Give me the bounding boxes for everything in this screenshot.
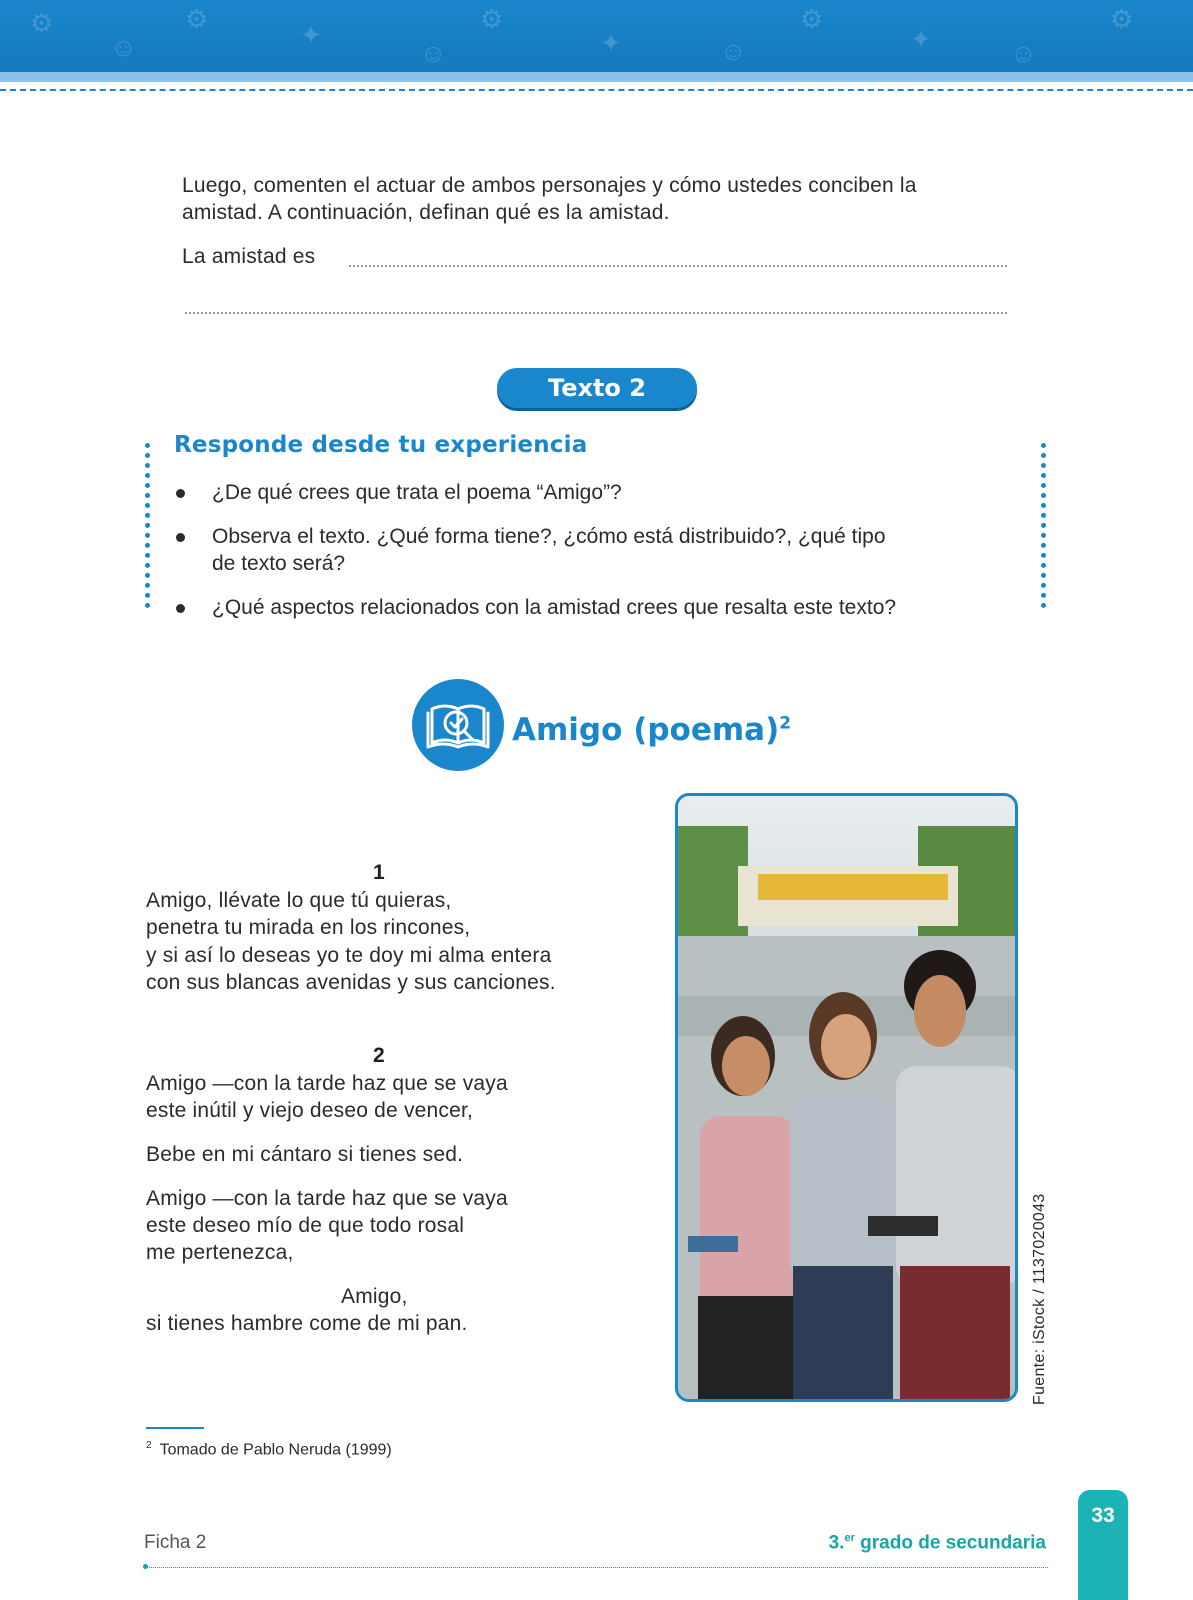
footer-dot-icon [143,1564,148,1569]
footer-grade-sup: er [844,1532,855,1544]
header-band [0,0,1193,72]
verse-line: este deseo mío de que todo rosal [146,1214,465,1237]
header-dashed-line [0,89,1193,91]
footnote-text: Tomado de Pablo Neruda (1999) [159,1441,392,1459]
footnote-number: 2 [146,1440,152,1451]
gear-doodle-icon: ⚙ [185,4,209,34]
stanza-number: 2 [373,1044,385,1067]
header-stripe [0,72,1193,82]
verse-line: me pertenezca, [146,1241,294,1264]
question-item [212,479,1032,506]
question-line1: ¿De qué crees que trata el poema “Amigo”? [212,481,622,504]
responde-title: Responde desde tu experiencia [174,432,588,458]
question-item [212,523,1032,577]
answer-line-2[interactable] [185,312,1007,314]
stanza-number: 1 [373,861,385,884]
star-doodle-icon: ✦ [910,24,932,54]
footer-grade-suffix: grado de secundaria [854,1532,1046,1554]
question-item [212,594,1032,621]
verse-line: este inútil y viejo deseo de vencer, [146,1099,474,1122]
footer-rule [144,1567,1048,1568]
intro-paragraph-line2: amistad. A continuación, definan qué es la amistad. [182,201,670,224]
smiley-doodle-icon: ☺ [110,32,137,62]
reading-book-icon [412,679,504,771]
verse-line: si tienes hambre come de mi pan. [146,1312,468,1335]
verse-line: con sus blancas avenidas y sus canciones. [146,971,556,994]
bullet-icon [176,533,185,542]
question-line1: ¿Qué aspectos relacionados con la amistad crees que resalta este texto? [212,596,897,619]
footnote-rule [146,1427,204,1429]
footer-grade-prefix: 3. [828,1532,845,1554]
smiley-doodle-icon: ☺ [1010,38,1037,68]
question-line2: de texto será? [212,552,346,575]
poem-title-text: Amigo (poema) [512,712,780,748]
smiley-doodle-icon: ☺ [420,38,447,68]
question-line1: Observa el texto. ¿Qué forma tiene?, ¿cómo está distribuido?, ¿qué tipo [212,525,886,548]
page-number-tab [1078,1490,1128,1600]
amistad-prompt: La amistad es [182,245,316,268]
gear-doodle-icon: ⚙ [1110,4,1134,34]
star-doodle-icon: ✦ [600,28,622,58]
answer-line-1[interactable] [349,265,1007,267]
smiley-doodle-icon: ☺ [720,36,747,66]
verse-line-indented: Amigo, [341,1285,408,1308]
verse-line: Bebe en mi cántaro si tienes sed. [146,1143,464,1166]
texto-2-label: Texto 2 [497,368,697,408]
bullet-icon [176,489,185,498]
lightbulb-doodle-icon: ✦ [300,20,322,50]
poem-title [512,712,791,748]
right-dotted-border [1041,443,1046,608]
gear-doodle-icon: ⚙ [480,4,504,34]
verse-line: Amigo —con la tarde haz que se vaya [146,1187,508,1210]
page-number: 33 [1091,1504,1115,1527]
footer-grade [829,1532,1046,1554]
intro-paragraph-line1: Luego, comenten el actuar de ambos personajes y cómo ustedes conciben la [182,174,917,197]
gear-doodle-icon: ⚙ [800,4,824,34]
friends-photo [675,793,1018,1402]
left-dotted-border [145,443,150,608]
verse-line: penetra tu mirada en los rincones, [146,916,471,939]
gear-doodle-icon: ⚙ [30,8,54,38]
photo-credit: Fuente: iStock / 1137020043 [1031,1193,1048,1405]
footnote-mark: 2 [779,713,792,734]
verse-line: Amigo, llévate lo que tú quieras, [146,889,452,912]
verse-line: y si así lo deseas yo te doy mi alma entera [146,944,552,967]
footer-ficha: Ficha 2 [144,1532,207,1553]
verse-line: Amigo —con la tarde haz que se vaya [146,1072,508,1095]
footnote [146,1440,392,1459]
bullet-icon [176,604,185,613]
